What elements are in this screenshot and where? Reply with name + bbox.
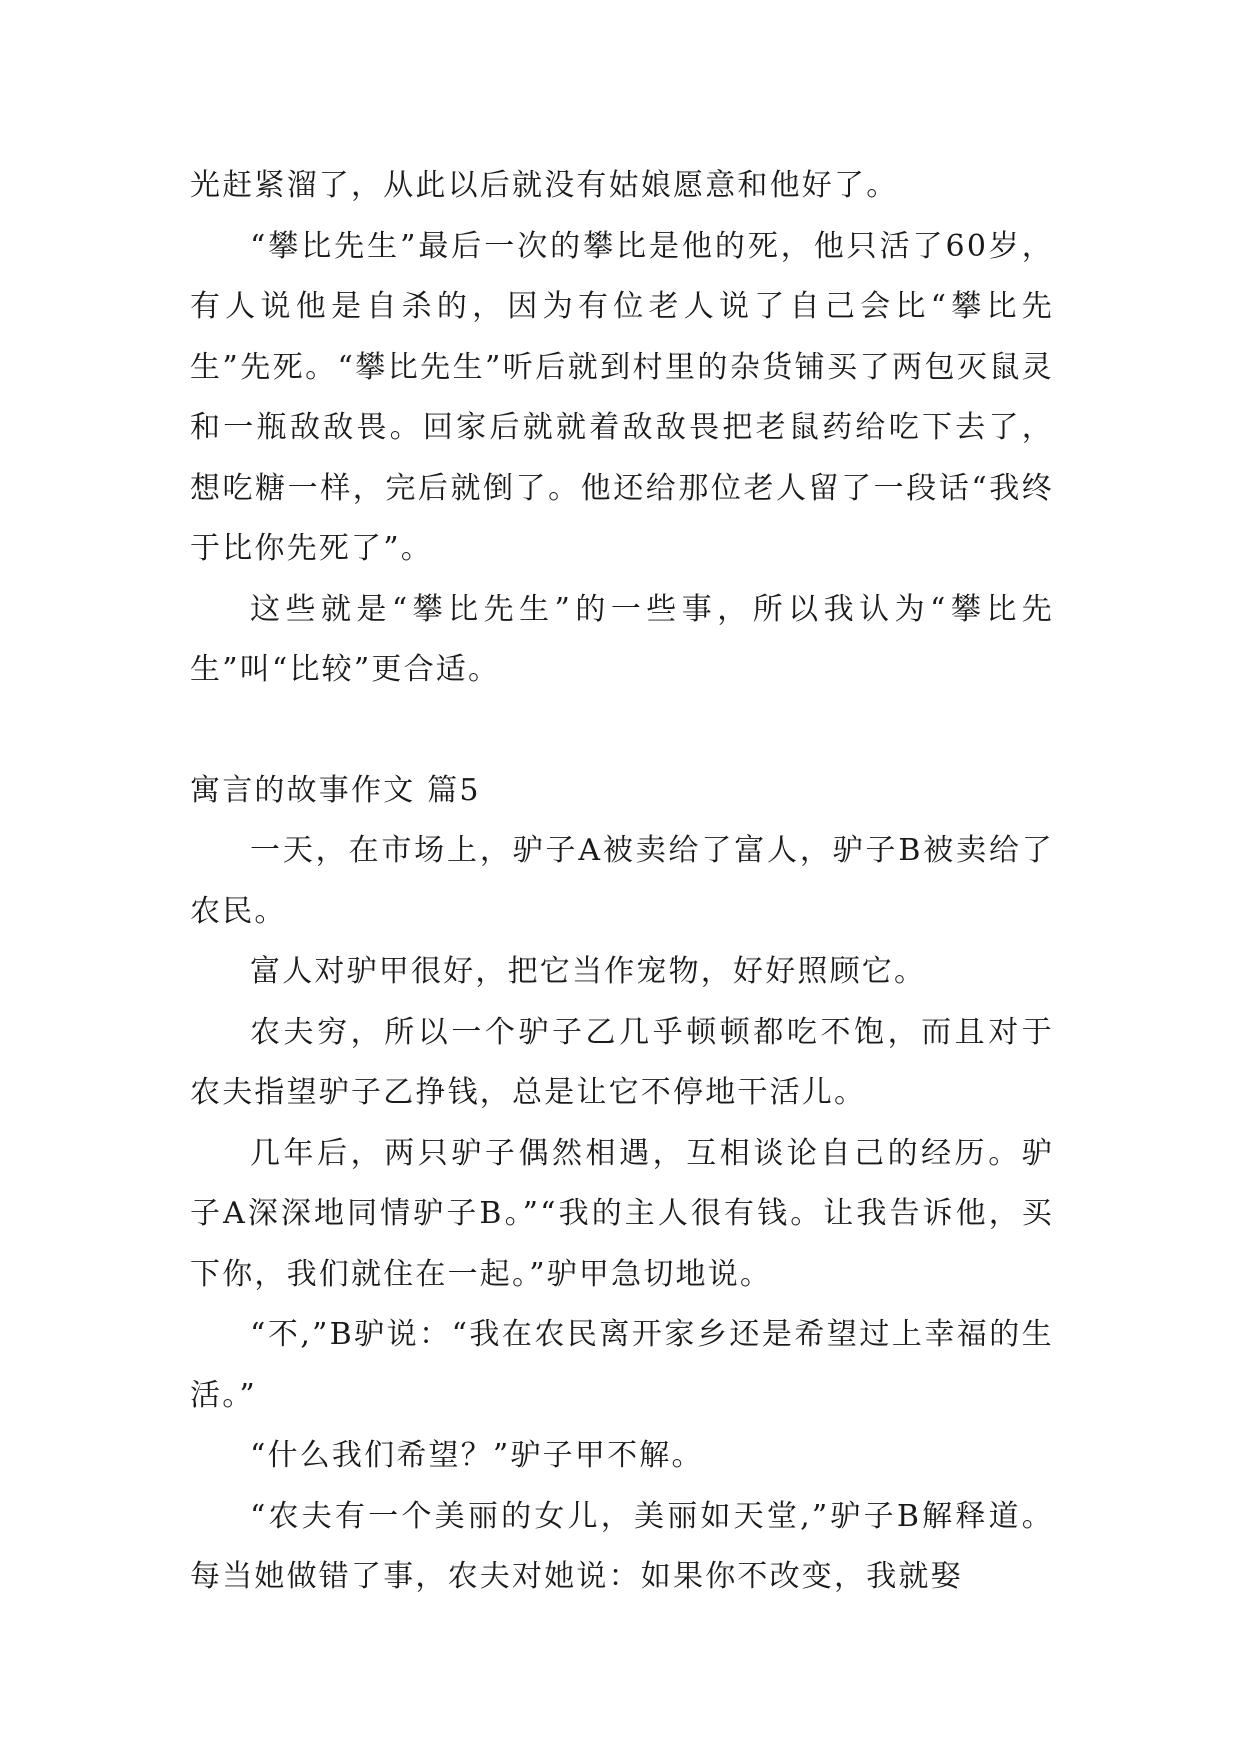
paragraph: 富人对驴甲很好，把它当作宠物，好好照顾它。: [250, 954, 927, 989]
document-body: [190, 156, 1054, 1608]
paragraph: “农夫有一个美丽的女儿，美丽如天堂,”驴子B解释道。每当她做错了事，农夫对她说：如果你不改变，我就娶: [190, 1498, 1054, 1594]
paragraph: 这些就是“攀比先生”的一些事，所以我认为“攀比先生”叫“比较”更合适。: [190, 591, 1054, 687]
paragraph: 几年后，两只驴子偶然相遇，互相谈论自己的经历。驴子A深深地同情驴子B。”“我的主人很有钱。让我告诉他，买下你，我们就住在一起。”驴甲急切地说。: [190, 1135, 1054, 1292]
section-heading: 寓言的故事作文 篇5: [190, 772, 481, 808]
section-spacer: [190, 701, 1054, 761]
paragraph: “攀比先生”最后一次的攀比是他的死，他只活了60岁，有人说他是自杀的，因为有位老人说了自己会比“攀比先生”先死。“攀比先生”听后就到村里的杂货铺买了两包灭鼠灵和一瓶敌敌畏。回家后就就着敌敌畏把老鼠药给吃下去了，想吃糖一样，完后就倒了。他还给那位老人留了一段话“我终于比你先死了”。: [190, 228, 1054, 566]
paragraph: 一天，在市场上，驴子A被卖给了富人，驴子B被卖给了农民。: [190, 833, 1054, 929]
paragraph: “什么我们希望？”驴子甲不解。: [250, 1438, 704, 1473]
paragraph: 农夫穷，所以一个驴子乙几乎顿顿都吃不饱，而且对于农夫指望驴子乙挣钱，总是让它不停地干活儿。: [190, 1014, 1054, 1110]
paragraph: “不,”B驴说：“我在农民离开家乡还是希望过上幸福的生活。”: [190, 1317, 1054, 1413]
paragraph: 光赶紧溜了，从此以后就没有姑娘愿意和他好了。: [190, 168, 899, 203]
